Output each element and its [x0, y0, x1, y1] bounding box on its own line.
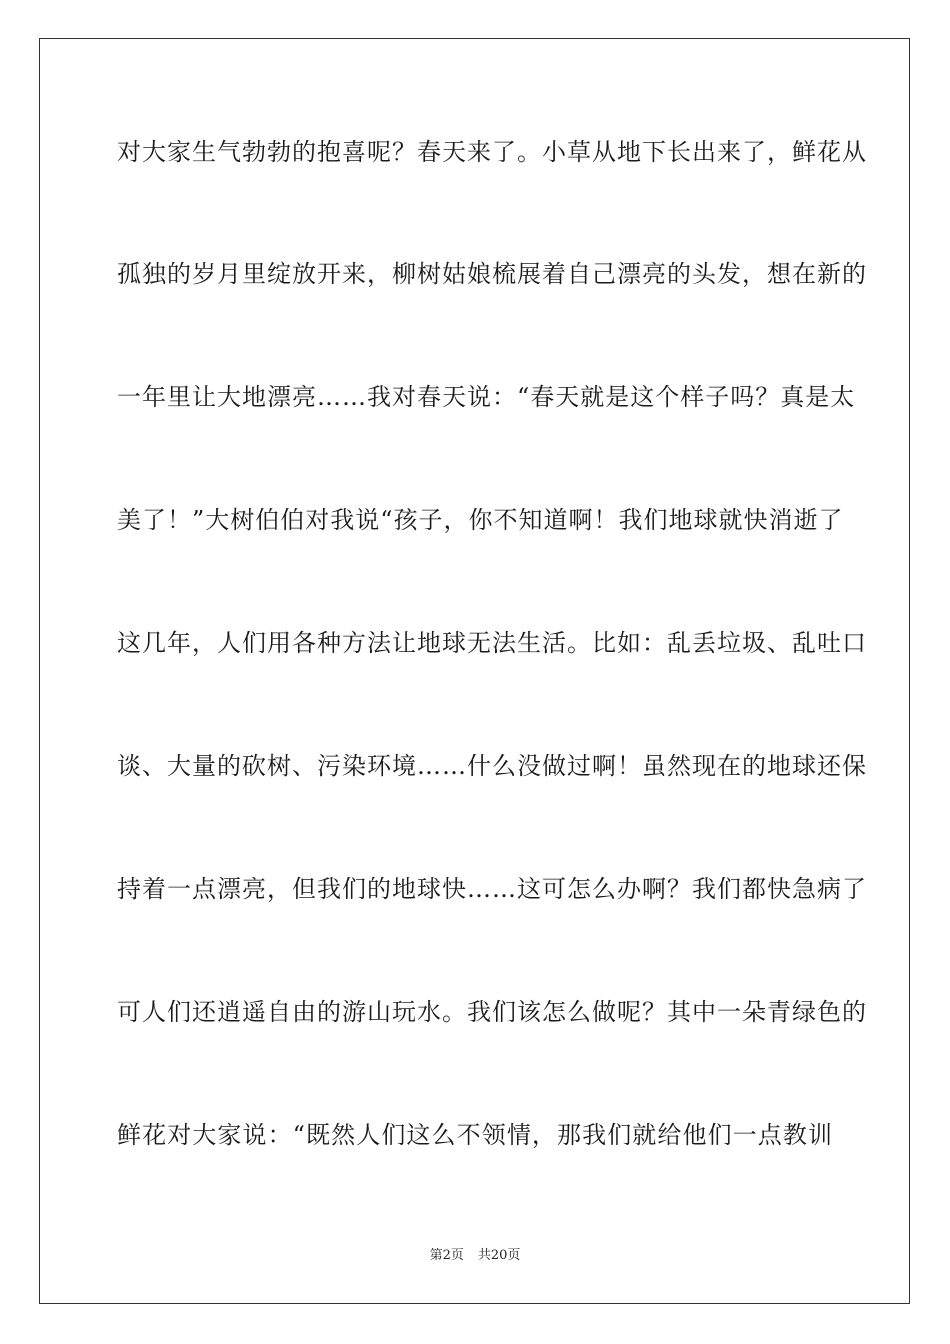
body-text-line: 这几年，人们用各种方法让地球无法生活。比如：乱丢垃圾、乱吐口 [117, 629, 867, 657]
page-number: 第2页 [429, 1248, 464, 1263]
body-text-line: 对大家生气勃勃的抱喜呢？春天来了。小草从地下长出来了，鲜花从 [117, 138, 867, 166]
body-text-line: 美了！”大树伯伯对我说“孩子，你不知道啊！我们地球就快消逝了 [117, 506, 844, 534]
page-total: 共20页 [477, 1248, 521, 1263]
page-border [39, 38, 910, 1304]
body-text-line: 一年里让大地漂亮……我对春天说：“春天就是这个样子吗？真是太 [117, 383, 856, 411]
body-text-line: 持着一点漂亮，但我们的地球快……这可怎么办啊？我们都快急病了 [117, 875, 867, 903]
body-text-line: 谈、大量的砍树、污染环境……什么没做过啊！虽然现在的地球还保 [117, 752, 867, 780]
page-footer [0, 1247, 950, 1265]
body-text-line: 鲜花对大家说：“既然人们这么不领情，那我们就给他们一点教训 [117, 1121, 833, 1149]
body-text-line: 可人们还逍遥自由的游山玩水。我们该怎么做呢？其中一朵青绿色的 [117, 998, 867, 1026]
body-text-line: 孤独的岁月里绽放开来，柳树姑娘梳展着自己漂亮的头发，想在新的 [117, 260, 867, 288]
